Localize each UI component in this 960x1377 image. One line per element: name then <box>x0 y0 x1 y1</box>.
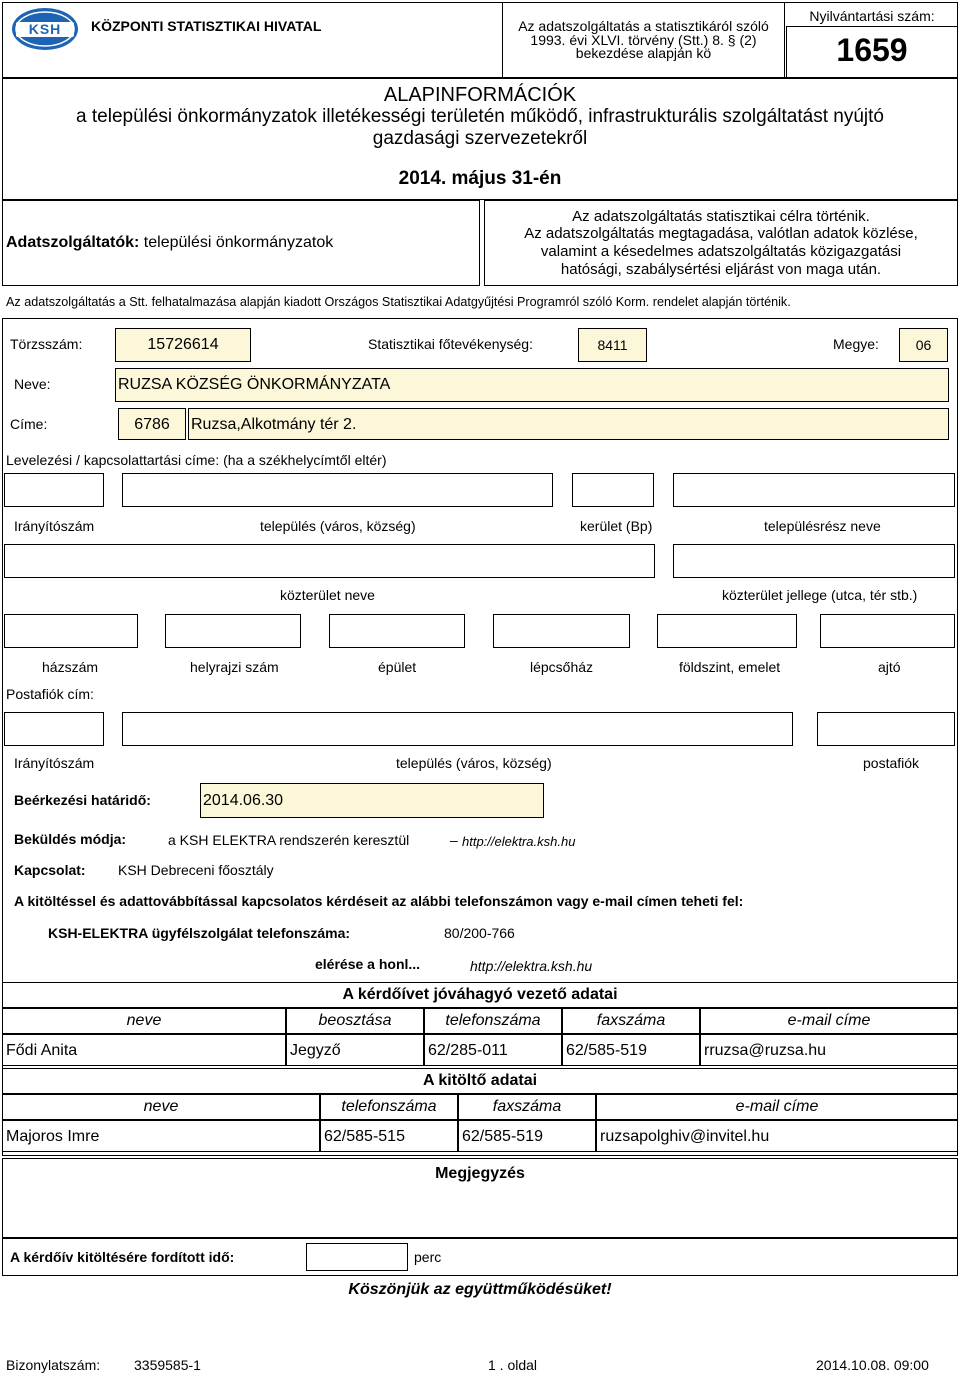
title-line-1: ALAPINFORMÁCIÓK <box>383 84 577 106</box>
county-value: 06 <box>915 337 932 353</box>
pobox-city-label: település (város, község) <box>396 755 552 771</box>
approver-header-email: e-mail címe <box>700 1008 958 1034</box>
mail-street-type-input[interactable] <box>673 544 955 578</box>
pobox-city-input[interactable] <box>122 712 793 746</box>
filler-heading: A kitöltő adatai <box>2 1068 958 1094</box>
providers-label: Adatszolgáltatók: <box>6 234 140 251</box>
mail-city-label: település (város, község) <box>260 518 416 534</box>
approver-header-phone: telefonszáma <box>424 1008 562 1034</box>
approver-name[interactable]: Fődi Anita <box>2 1034 286 1066</box>
deadline-value: 2014.06.30 <box>203 792 284 809</box>
mail-zip-label: Irányítószám <box>14 518 95 534</box>
service-label: KSH-ELEKTRA ügyfélszolgálat telefonszáma: <box>48 925 351 941</box>
time-input[interactable] <box>306 1243 408 1271</box>
filler-header-email: e-mail címe <box>596 1094 958 1120</box>
mail-area-label: településrész neve <box>764 518 881 534</box>
mail-street-type-label: közterület jellege (utca, tér stb.) <box>722 587 918 603</box>
mailing-heading: Levelezési / kapcsolattartási címe: (ha a székhelycímtől eltér) <box>6 452 387 468</box>
reg-label: Nyilvántartási szám: <box>809 8 935 24</box>
contact-question: A kitöltéssel és adattovábbítással kapcsolatos kérdéseit az alábbi telefonszámon vagy e-mail címen teheti fel: <box>14 893 744 909</box>
mail-zip-input[interactable] <box>4 473 104 507</box>
activity-value: 8411 <box>597 337 628 353</box>
cert-number: 3359585-1 <box>134 1357 201 1373</box>
approver-header-fax: faxszáma <box>562 1008 700 1034</box>
mail-floor-label: földszint, emelet <box>679 659 781 675</box>
ksh-logo <box>10 6 80 52</box>
contact-label: Kapcsolat: <box>14 862 86 878</box>
service-phone: 80/200-766 <box>444 925 515 941</box>
mail-street-label: közterület neve <box>280 587 375 603</box>
mail-door-input[interactable] <box>820 614 955 648</box>
mail-door-label: ajtó <box>878 659 901 675</box>
send-value: a KSH ELEKTRA rendszerén keresztül <box>168 832 410 848</box>
mail-house-label: házszám <box>42 659 99 675</box>
title-line-3: gazdasági szervezetekről <box>372 128 588 149</box>
print-datetime: 2014.10.08. 09:00 <box>816 1357 929 1373</box>
mail-house-input[interactable] <box>4 614 138 648</box>
mail-stair-label: lépcsőház <box>530 659 594 675</box>
send-label: Beküldés módja: <box>14 831 127 847</box>
mail-district-input[interactable] <box>572 473 654 507</box>
mail-stair-input[interactable] <box>493 614 630 648</box>
mail-parcel-input[interactable] <box>165 614 301 648</box>
mail-district-label: kerület (Bp) <box>580 518 653 534</box>
notice-line-4: hatósági, szabálysértési eljárást von maga után. <box>560 261 882 278</box>
time-label: A kérdőív kitöltésére fordított idő: <box>10 1249 235 1265</box>
notice-line-3: valamint a késedelmes adatszolgáltatás közigazgatási <box>540 243 902 260</box>
deadline-label: Beérkezési határidő: <box>14 792 151 808</box>
mail-city-input[interactable] <box>122 473 553 507</box>
filler-header-name: neve <box>2 1094 320 1120</box>
zip-value: 6786 <box>134 416 170 433</box>
filler-email[interactable]: ruzsapolghiv@invitel.hu <box>596 1120 958 1152</box>
web-url[interactable]: http://elektra.ksh.hu <box>470 958 593 974</box>
torzsszam-label: Törzsszám: <box>10 336 83 352</box>
filler-fax[interactable]: 62/585-519 <box>458 1120 596 1152</box>
legal-line-1: Az adatszolgáltatás a statisztikáról szóló <box>518 18 769 34</box>
org-name: KÖZPONTI STATISZTIKAI HIVATAL <box>91 18 322 34</box>
time-unit: perc <box>414 1249 442 1265</box>
web-label: elérése a honl... <box>315 956 421 972</box>
name-value: RUZSA KÖZSÉG ÖNKORMÁNYZATA <box>118 376 391 393</box>
approver-header-position: beosztása <box>286 1008 424 1034</box>
filler-header-phone: telefonszáma <box>320 1094 458 1120</box>
page-number: 1 . oldal <box>488 1357 538 1373</box>
county-label: Megye: <box>833 336 879 352</box>
reg-number: 1659 <box>836 32 908 68</box>
approver-position[interactable]: Jegyző <box>286 1034 424 1066</box>
pobox-number-input[interactable] <box>817 712 955 746</box>
pobox-zip-input[interactable] <box>4 712 104 746</box>
notice-line-2: Az adatszolgáltatás megtagadása, valótlan adatok közlése, <box>524 225 918 242</box>
filler-header-fax: faxszáma <box>458 1094 596 1120</box>
name-label: Neve: <box>14 376 51 392</box>
mail-building-input[interactable] <box>329 614 465 648</box>
logo-text: KSH <box>28 21 62 37</box>
mail-building-label: épület <box>378 659 417 675</box>
pobox-zip-label: Irányítószám <box>14 755 95 771</box>
approver-fax[interactable]: 62/585-519 <box>562 1034 700 1066</box>
providers-value: települési önkormányzatok <box>143 234 334 251</box>
send-url[interactable]: http://elektra.ksh.hu <box>462 834 576 849</box>
activity-label: Statisztikai főtevékenység: <box>368 336 533 352</box>
remarks-heading: Megjegyzés <box>435 1165 525 1182</box>
pobox-number-label: postafiók <box>863 755 920 771</box>
mail-floor-input[interactable] <box>657 614 797 648</box>
legal-line-3: bekezdése alapján kö <box>575 45 712 61</box>
approver-header-name: neve <box>2 1008 286 1034</box>
title-date: 2014. május 31-én <box>398 168 562 189</box>
send-dash: – <box>450 832 458 848</box>
filler-phone[interactable]: 62/585-515 <box>320 1120 458 1152</box>
approver-email[interactable]: rruzsa@ruzsa.hu <box>700 1034 958 1066</box>
title-line-2: a települési önkormányzatok illetékességi területén működő, infrastrukturális szolgáltatást nyújtó <box>76 106 884 127</box>
thanks-text: Köszönjük az együttműködésüket! <box>348 1281 612 1298</box>
legal-note: Az adatszolgáltatás a Stt. felhatalmazása alapján kiadott Országos Statisztikai Adatgyűjtési Programról szóló Korm. rendelet alapján történik. <box>6 295 791 309</box>
contact-value: KSH Debreceni főosztály <box>118 862 274 878</box>
pobox-heading: Postafiók cím: <box>6 686 94 702</box>
cert-label: Bizonylatszám: <box>6 1357 101 1373</box>
mail-area-input[interactable] <box>673 473 955 507</box>
approver-heading: A kérdőívet jóváhagyó vezető adatai <box>2 982 958 1008</box>
street-value: Ruzsa,Alkotmány tér 2. <box>191 416 357 433</box>
filler-name[interactable]: Majoros Imre <box>2 1120 320 1152</box>
legal-line-2: 1993. évi XLVI. törvény (Stt.) 8. § (2) <box>530 32 757 48</box>
address-label: Címe: <box>10 416 48 432</box>
approver-phone[interactable]: 62/285-011 <box>424 1034 562 1066</box>
providers-text <box>6 234 333 252</box>
mail-parcel-label: helyrajzi szám <box>190 659 279 675</box>
notice-line-1: Az adatszolgáltatás statisztikai célra történik. <box>572 208 870 225</box>
torzsszam-value: 15726614 <box>147 336 219 353</box>
mail-street-input[interactable] <box>4 544 655 578</box>
